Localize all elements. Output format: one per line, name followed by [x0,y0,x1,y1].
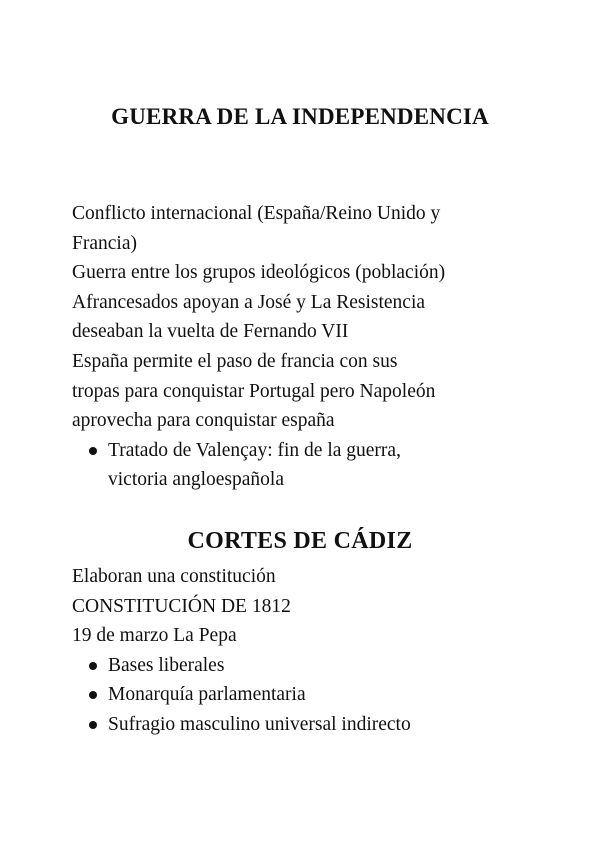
text-line: tropas para conquistar Portugal pero Napoleón [72,380,436,402]
text-line: 19 de marzo La Pepa [72,625,237,647]
text-line: Guerra entre los grupos ideológicos (población) [72,262,446,284]
text-line: Francia) [72,232,137,254]
text-line: aprovecha para conquistar españa [72,410,335,432]
bullet-list [72,651,542,740]
bullet-text-line: Monarquía parlamentaria [108,684,306,706]
text-line: Elaboran una constitución [72,566,276,587]
bullet-item-sufragio [72,710,542,740]
bullet-text-line: Sufragio masculino universal indirecto [108,713,411,735]
bullet-text-line: Bases liberales [108,654,225,676]
bullet-dot-icon [89,447,97,455]
bullet-dot-icon [89,662,97,670]
bullet-list [72,436,542,495]
bullet-item-bases [72,651,542,681]
bullet-item-tratado [72,436,542,495]
section-body-cortes [72,562,542,740]
bullet-dot-icon [89,721,97,729]
text-line: Conflicto internacional (España/Reino Unido y [72,203,441,224]
section-body-guerra [72,199,542,495]
section-heading-guerra: GUERRA DE LA INDEPENDENCIA [111,104,489,129]
text-line: España permite el paso de francia con sus [72,350,398,372]
text-line: Afrancesados apoyan a José y La Resistencia [72,291,426,313]
section-heading-cortes: CORTES DE CÁDIZ [187,528,413,554]
bullet-dot-icon [89,691,97,699]
bullet-text-line: victoria angloespañola [108,469,284,491]
bullet-item-monarquia [72,680,542,710]
text-line: deseaban la vuelta de Fernando VII [72,321,349,343]
bullet-text-line: Tratado de Valençay: fin de la guerra, [108,439,401,461]
text-line: CONSTITUCIÓN DE 1812 [72,595,291,617]
